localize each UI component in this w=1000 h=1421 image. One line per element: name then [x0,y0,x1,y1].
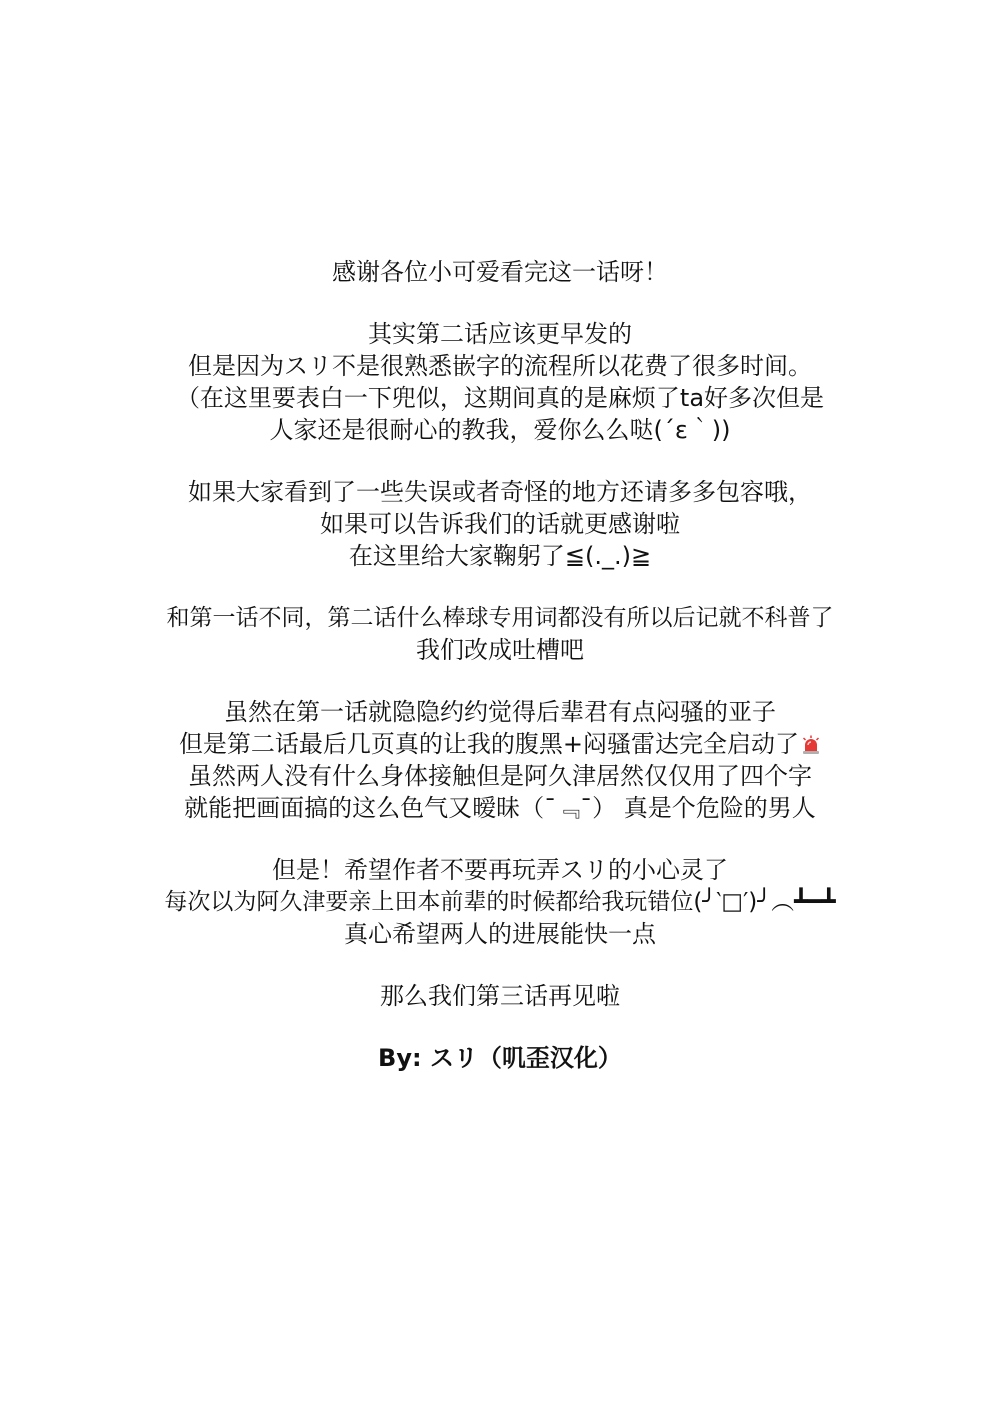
text-line: 虽然在第一话就隐隐约约觉得后辈君有点闷骚的亚子 [224,698,776,726]
paragraph-byline [0,1042,1000,1074]
text-line: 和第一话不同，第二话什么棒球专用词都没有所以后记就不科普了 [166,605,834,631]
text-line: 我们改成吐槽吧 [416,636,584,664]
text-line-label: 但是第二话最后几页真的让我的腹黑+闷骚雷达完全启动了 [178,730,800,758]
paragraph-complaint [0,854,1000,950]
text-line: 人家还是很耐心的教我，爱你么么哒(´ε｀)) [269,416,731,444]
text-line: （在这里要表白一下兜似，这期间真的是麻烦了ta好多次但是 [175,384,825,412]
text-line: 虽然两人没有什么身体接触但是阿久津居然仅仅用了四个字 [188,762,812,790]
text-line: 如果可以告诉我们的话就更感谢啦 [320,510,680,538]
text-line: 那么我们第三话再见啦 [380,982,620,1010]
paragraph-comments [0,696,1000,824]
paragraph-farewell [0,980,1000,1012]
text-line: 感谢各位小可爱看完这一话呀！ [332,258,668,286]
text-line: 但是！希望作者不要再玩弄スリ的小心灵了 [272,856,728,884]
text-line: 每次以为阿久津要亲上田本前辈的时候都给我玩错位(╯‵□′)╯︵┻━┻ [164,889,836,915]
text-line: 其实第二话应该更早发的 [368,320,632,348]
police-siren-emoji-icon [801,735,821,755]
text-line: 真心希望两人的进展能快一点 [344,920,656,948]
byline: By: スリ（叽歪汉化） [378,1044,622,1072]
text-line-with-icon [0,728,1000,760]
paragraph-delay [0,318,1000,446]
paragraph-apology [0,476,1000,572]
text-line: 但是因为スリ不是很熟悉嵌字的流程所以花费了很多时间。 [188,352,812,380]
paragraph-thanks [0,256,1000,288]
afterword-note [0,256,1000,1104]
text-line: 在这里给大家鞠躬了≦(._.)≧ [348,542,652,570]
text-line: 如果大家看到了一些失误或者奇怪的地方还请多多包容哦， [188,478,812,506]
paragraph-format-change [0,602,1000,666]
text-line: 就能把画面搞的这么色气又暧昧（¯﹃¯） 真是个危险的男人 [184,794,816,822]
